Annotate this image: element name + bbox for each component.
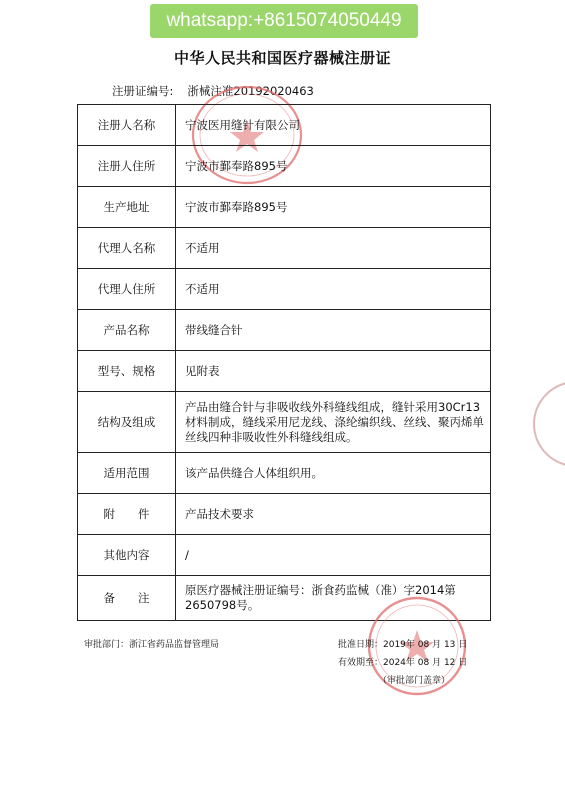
certificate-table: [77, 104, 491, 621]
table-row: [78, 228, 491, 269]
table-row: [78, 392, 491, 453]
row-label: 生产地址: [78, 187, 176, 228]
valid-until: 有效期至：2024年 08 月 12 日: [338, 658, 468, 668]
row-value: 产品技术要求: [176, 494, 491, 535]
row-value: 不适用: [176, 269, 491, 310]
table-row: [78, 351, 491, 392]
table-row: [78, 310, 491, 351]
row-label: 适用范围: [78, 453, 176, 494]
row-value: 该产品供缝合人体组织用。: [176, 453, 491, 494]
approval-department: 审批部门：浙江省药品监督管理局: [84, 640, 220, 650]
table-row: [78, 105, 491, 146]
row-label: 注册人名称: [78, 105, 176, 146]
table-row: [78, 453, 491, 494]
row-value: 见附表: [176, 351, 491, 392]
row-label: 代理人名称: [78, 228, 176, 269]
row-label: 产品名称: [78, 310, 176, 351]
row-label: 代理人住所: [78, 269, 176, 310]
whatsapp-banner: whatsapp:+8615074050449: [150, 4, 418, 38]
row-label: 其他内容: [78, 535, 176, 576]
table-row: [78, 269, 491, 310]
row-label: 型号、规格: [78, 351, 176, 392]
row-value: 宁波市鄞奉路895号: [176, 146, 491, 187]
document-title: 中华人民共和国医疗器械注册证: [173, 49, 391, 67]
row-value: 产品由缝合针与非吸收线外科缝线组成，缝针采用30Cr13材料制成，缝线采用尼龙线、涤纶编织线、丝线、聚丙烯单丝线四种非吸收性外科缝线组成。: [176, 392, 491, 453]
cert-number-value: 浙械注准20192020463: [187, 84, 314, 98]
row-value: 宁波市鄞奉路895号: [176, 187, 491, 228]
table-row: [78, 494, 491, 535]
seal-note: （审批部门盖章）: [378, 676, 451, 686]
row-label: 结构及组成: [78, 392, 176, 453]
row-value: 带线缝合针: [176, 310, 491, 351]
table-row: [78, 535, 491, 576]
table-row: [78, 187, 491, 228]
row-label: 备 注: [78, 576, 176, 621]
row-value: /: [176, 535, 491, 576]
approval-date: 批准日期：2019年 08 月 13 日: [338, 640, 468, 650]
row-label: 注册人住所: [78, 146, 176, 187]
edge-seal-icon: [528, 378, 565, 470]
row-label: 附 件: [78, 494, 176, 535]
row-value: 宁波医用缝针有限公司: [176, 105, 491, 146]
row-value: 不适用: [176, 228, 491, 269]
cert-number-label: 注册证编号:: [112, 84, 174, 98]
row-value: 原医疗器械注册证编号：浙食药监械（准）字2014第2650798号。: [176, 576, 491, 621]
table-row: [78, 146, 491, 187]
